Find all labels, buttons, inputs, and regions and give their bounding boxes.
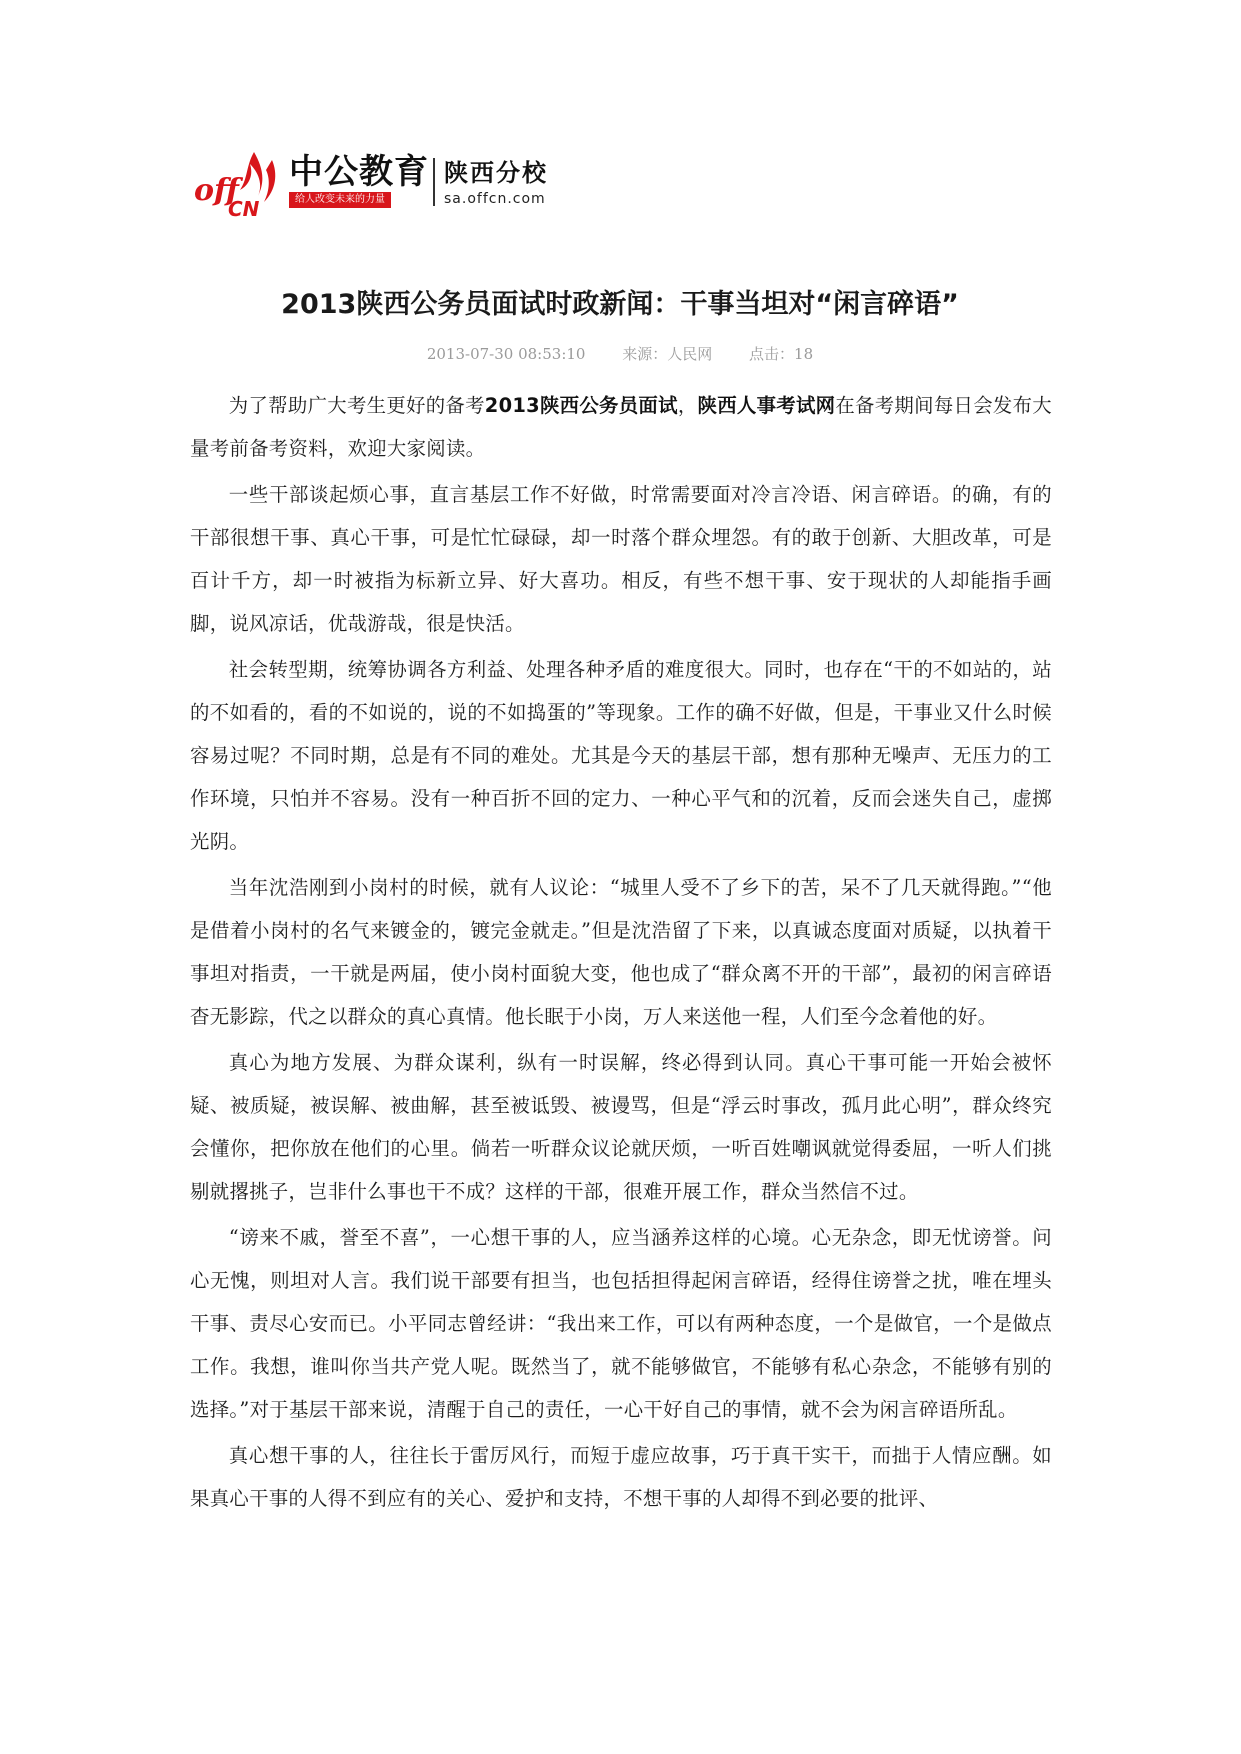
article-title: 2013陕西公务员面试时政新闻：干事当坦对“闲言碎语” [281, 289, 959, 320]
article-body [190, 384, 1052, 1520]
body-paragraph: 社会转型期，统筹协调各方利益、处理各种矛盾的难度很大。同时，也存在“干的不如站的，站的不如看的，看的不如说的，说的不如捣蛋的”等现象。工作的确不好做，但是，干事业又什么时候容易过呢？不同时期，总是有不同的难处。尤其是今天的基层干部，想有那种无噪声、无压力的工作环境，只怕并不容易。没有一种百折不回的定力、一种心平气和的沉着，反而会迷失自己，虚掷光阴。 [190, 658, 1052, 853]
offcn-logo-icon [192, 150, 292, 220]
article-meta [180, 344, 1060, 364]
svg-text:off: off [194, 173, 239, 208]
body-paragraph: 真心想干事的人，往往长于雷厉风行，而短于虚应故事，巧于真干实干，而拙于人情应酬。如果真心干事的人得不到应有的关心、爱护和支持，不想干事的人却得不到必要的批评、 [190, 1444, 1052, 1510]
logo-slogan: 给人改变未来的力量 [289, 192, 391, 208]
intro-comma: ， [677, 394, 698, 417]
logo-divider [433, 158, 435, 206]
body-paragraph: 一些干部谈起烦心事，直言基层工作不好做，时常需要面对冷言冷语、闲言碎语。的确，有的干部很想干事、真心干事，可是忙忙碌碌，却一时落个群众埋怨。有的敢于创新、大胆改革，可是百计千方，却一时被指为标新立异、好大喜功。相反，有些不想干事、安于现状的人却能指手画脚，说风凉话，优哉游哉，很是快活。 [190, 483, 1052, 635]
exam-site-link[interactable]: 陕西人事考试网 [697, 394, 836, 417]
logo-branch: 陕西分校 [444, 159, 548, 187]
body-paragraph: 当年沈浩刚到小岗村的时候，就有人议论：“城里人受不了乡下的苦，呆不了几天就得跑。”“他是借着小岗村的名气来镀金的，镀完金就走。”但是沈浩留了下来，以真诚态度面对质疑，以执着干事坦对指责，一干就是两届，使小岗村面貌大变，他也成了“群众离不开的干部”，最初的闲言碎语杳无影踪，代之以群众的真心真情。他长眠于小岗，万人来送他一程，人们至今念着他的好。 [190, 876, 1052, 1028]
article-clicks: 点击：18 [749, 345, 814, 363]
body-paragraph: “谤来不戚，誉至不喜”，一心想干事的人，应当涵养这样的心境。心无杂念，即无忧谤誉。问心无愧，则坦对人言。我们说干部要有担当，也包括担得起闲言碎语，经得住谤誉之扰，唯在埋头干事、责尽心安而已。小平同志曾经讲：“我出来工作，可以有两种态度，一个是做官，一个是做点工作。我想，谁叫你当共产党人呢。既然当了，就不能够做官，不能够有私心杂念，不能够有别的选择。”对于基层干部来说，清醒于自己的责任，一心干好自己的事情，就不会为闲言碎语所乱。 [190, 1226, 1052, 1421]
article-datetime: 2013-07-30 08:53:10 [426, 345, 586, 363]
logo-cn-name: 中公教育 [289, 152, 429, 192]
intro-paragraph [190, 384, 1052, 470]
brand-logo [192, 136, 564, 220]
svg-text:CN: CN [228, 197, 260, 220]
intro-text: 为了帮助广大考生更好的备考 [228, 394, 485, 417]
logo-domain: sa.offcn.com [444, 191, 546, 207]
exam-link[interactable]: 2013陕西公务员面试 [484, 394, 678, 417]
body-paragraph: 真心为地方发展、为群众谋利，纵有一时误解，终必得到认同。真心干事可能一开始会被怀疑、被质疑，被误解、被曲解，甚至被诋毁、被谩骂，但是“浮云时事改，孤月此心明”，群众终究会懂你，把你放在他们的心里。倘若一听群众议论就厌烦，一听百姓嘲讽就觉得委屈，一听人们挑剔就撂挑子，岂非什么事也干不成？这样的干部，很难开展工作，群众当然信不过。 [190, 1051, 1052, 1203]
article-source: 来源：人民网 [622, 345, 713, 363]
intro-text-end: 在备考期间每日会发布大量考前备考资料，欢迎大家阅读。 [190, 394, 1052, 460]
